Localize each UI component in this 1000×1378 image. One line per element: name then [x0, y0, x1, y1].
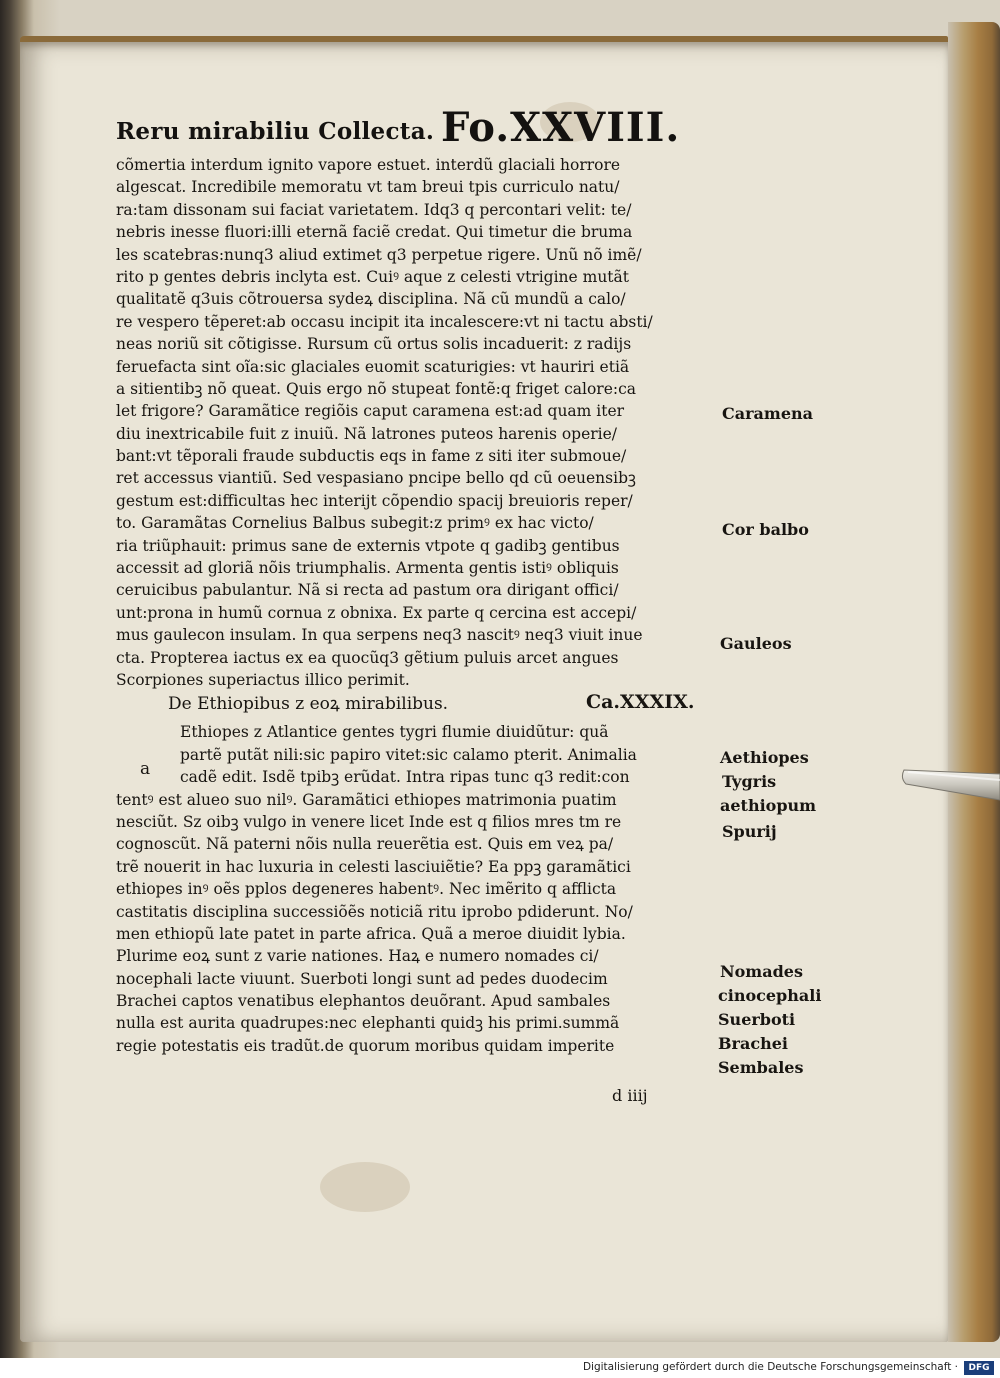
text-line: castitatis disciplina successiõẽs noticiã ritu iprobo pdiderunt. No/: [116, 902, 633, 921]
marginal-note-aethiopes: Aethiopes: [720, 748, 809, 767]
marginal-note-gauleos: Gauleos: [720, 634, 792, 653]
signature-catchword: d iiij: [612, 1086, 648, 1105]
text-line: nulla est aurita quadrupes:nec elephanti quidꝫ his primi.summã: [116, 1014, 620, 1033]
folio-number: Fo.XXVIII.: [441, 104, 681, 151]
text-section-1: [116, 154, 724, 691]
text-line: unt:prona in humũ cornua z obnixa. Ex parte q cercina est accepi/: [116, 603, 637, 622]
text-line: nebris inesse fluori:illi eternã faciẽ credat. Qui timetur die bruma: [116, 223, 633, 242]
text-line: nesciũt. Sz oibꝫ vulgo in venere licet Inde est q filios mres tm re: [116, 812, 622, 831]
text-line: Scorpiones superiactus illico perimit.: [116, 670, 410, 689]
text-line: Ethiopes z Atlantice gentes tygri flumie diuidũtur: quã: [180, 723, 609, 742]
running-title: Reru mirabiliu Collecta.: [116, 118, 435, 145]
text-line: men ethiopũ late patet in parte africa. Quã a meroe diuidit lybia.: [116, 924, 626, 943]
marginal-note-cinocephali: cinocephali: [718, 986, 822, 1005]
text-line: ceruicibus pabulantur. Nã si recta ad pastum ora dirigant offici/: [116, 581, 619, 600]
text-line: qualitatẽ q3uis cõtrouersa sydeꝝ disciplina. Nã cũ mundũ a calo/: [116, 290, 626, 309]
text-line: les scatebras:nunq3 aliud extimet q3 perpetue rigere. Unũ nõ imẽ/: [116, 245, 642, 264]
page-header: [116, 104, 736, 160]
text-line: nocephali lacte viuunt. Suerboti longi sunt ad pedes duodecim: [116, 969, 608, 988]
text-line: let frigore? Garamãtice regiõis caput caramena est:ad quam iter: [116, 402, 625, 421]
chapter-heading-row: [116, 691, 724, 721]
marginal-note-spurij: Spurij: [722, 822, 777, 841]
text-line: Plurime eoꝝ sunt z varie nationes. Haꝝ e numero nomades ci/: [116, 947, 599, 966]
text-line: accessit ad gloriã nõis triumphalis. Armenta gentis istiꝰ obliquis: [116, 559, 619, 578]
text-line: mus gaulecon insulam. In qua serpens neq3 nascitꝰ neq3 viuit inue: [116, 626, 643, 645]
footer-bar: [0, 1358, 1000, 1378]
marginal-note-brachei: Brachei: [718, 1034, 788, 1053]
marginal-note-nomades: Nomades: [720, 962, 803, 981]
text-line: cta. Propterea iactus ex ea quocũq3 gẽtium puluis arcet angues: [116, 648, 619, 667]
text-line: rito p gentes debris inclyta est. Cuiꝰ aque z celesti vtrigine mutãt: [116, 267, 630, 286]
text-section-2: [116, 721, 724, 1057]
text-line: ethiopes inꝰ oẽs pplos degeneres habentꝰ. Nec imẽrito q afflicta: [116, 880, 617, 899]
text-line: a sitientibꝫ nõ queat. Quis ergo nõ stupeat fontẽ:q friget calore:ca: [116, 379, 637, 398]
dfg-logo: DFG: [964, 1361, 994, 1375]
marginal-note-sembales: Sembales: [718, 1058, 804, 1077]
text-line: re vespero tẽperet:ab occasu incipit ita incalescere:vt ni tactu absti/: [116, 312, 653, 331]
text-line: neas noriũ sit cõtigisse. Rursum cũ ortus solis incaduerit: z radijs: [116, 335, 632, 354]
text-line: feruefacta sint oĩa:sic glaciales euomit scaturigies: vt hauriri etiã: [116, 357, 630, 376]
text-line: cõmertia interdum ignito vapore estuet. interdũ glaciali horrore: [116, 156, 621, 174]
marginal-note-caramena: Caramena: [722, 404, 814, 423]
text-line: ra:tam dissonam sui faciat varietatem. Idq3 q percontari velit: te/: [116, 200, 632, 219]
text-line: cadẽ edit. Isdẽ tpibꝫ erũdat. Intra ripas tunc q3 redit:con: [180, 768, 630, 787]
text-line: partẽ putãt nili:sic papiro vitet:sic calamo pterit. Animalia: [180, 745, 637, 764]
text-line: to. Garamãtas Cornelius Balbus subegit:z primꝰ ex hac victo/: [116, 514, 594, 533]
text-line: tentꝰ est alueo suo nilꝰ. Garamãtici ethiopes matrimonia puatim: [116, 790, 617, 809]
main-text-block: [116, 154, 724, 1057]
marginal-note-suerboti: Suerboti: [718, 1010, 796, 1029]
text-line: gestum est:difficultas hec interijt cõpendio spacij breuioris reper/: [116, 491, 633, 510]
text-line: Brachei captos venatibus elephantos deuõrant. Apud sambales: [116, 992, 611, 1011]
text-line: diu inextricabile fuit z inuiũ. Nã latrones puteos harenis operie/: [116, 424, 618, 443]
text-line: cognoscũt. Nã paterni nõis nulla reuerẽtia est. Quis em veꝝ pa/: [116, 835, 614, 854]
marginal-note-corbalbo: Cor balbo: [722, 520, 809, 539]
book-fore-edge: [948, 22, 1000, 1342]
text-line: trẽ nouerit in hac luxuria in celesti lasciuiẽtie? Ea ppꝫ garamãtici: [116, 857, 631, 876]
footer-credit: Digitalisierung gefördert durch die Deutsche Forschungsgemeinschaft ·: [582, 1361, 958, 1373]
chapter-heading: [116, 693, 724, 717]
text-line: bant:vt tẽporali fraude subductis eqs in fame z siti iter submoue/: [116, 447, 627, 466]
chapter-number: Ca.XXXIX.: [586, 691, 695, 714]
paper-stain: [320, 1162, 410, 1212]
text-line: algescat. Incredibile memoratu vt tam breui tpis curriculo natu/: [116, 178, 620, 197]
page-weight-pointer: [900, 756, 1000, 802]
chapter-title: De Ethiopibus z eoꝝ mirabilibus.: [168, 694, 449, 715]
marginal-note-aethiopum: aethiopum: [720, 796, 817, 815]
text-line: ria triũphauit: primus sane de externis vtpote q gadibꝫ gentibus: [116, 536, 620, 555]
marginal-letter: a: [140, 759, 151, 779]
marginal-note-tygris: Tygris: [722, 772, 777, 791]
text-line: regie potestatis eis tradũt.de quorum moribus quidam imperite: [116, 1036, 615, 1055]
text-line: ret accessus viantiũ. Sed vespasiano pncipe bello qd cũ oeuensibꝫ: [116, 469, 636, 488]
